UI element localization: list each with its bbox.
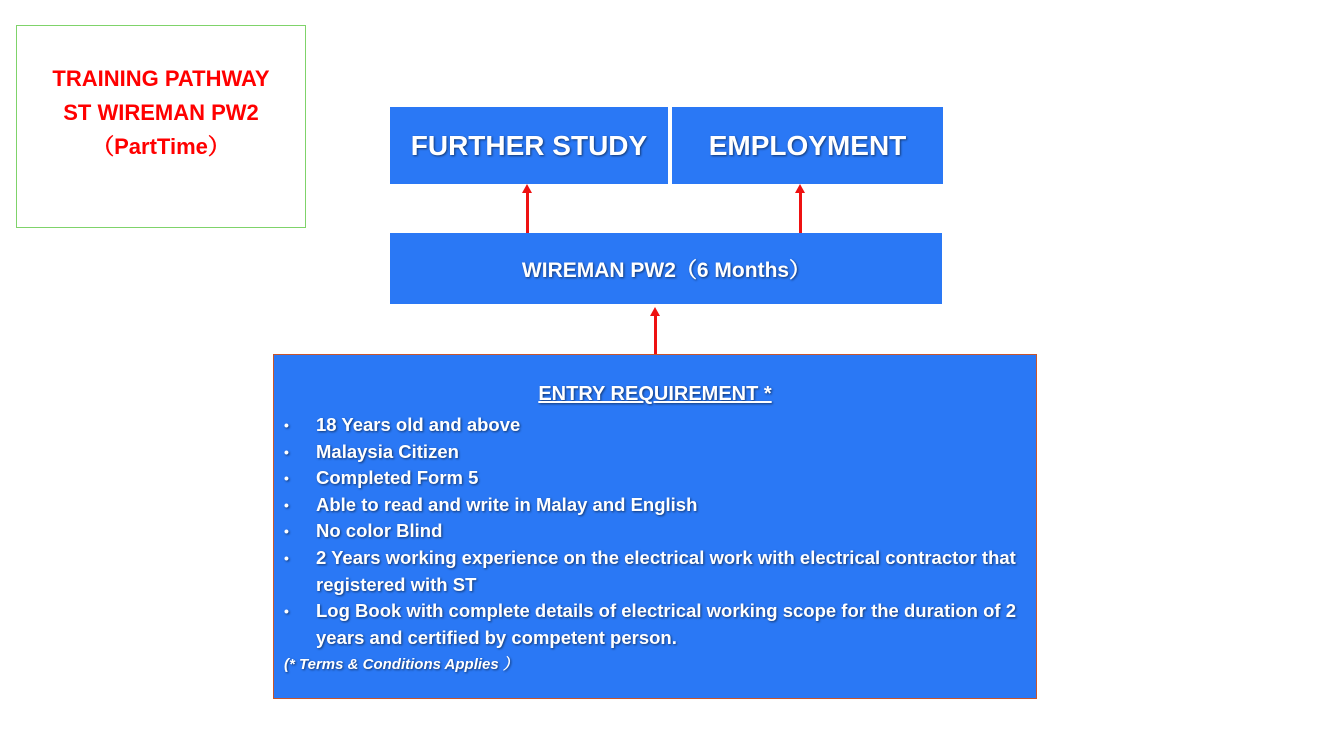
requirement-item: • Malaysia Citizen <box>284 439 1024 466</box>
arrow-to-further-study <box>526 191 529 233</box>
requirement-item: • 18 Years old and above <box>284 412 1024 439</box>
title-line-3: （PartTime） <box>92 133 230 159</box>
requirement-item: • 2 Years working experience on the electrical work with electrical contractor that registered with ST <box>284 546 1016 595</box>
entry-requirement-list <box>284 412 1024 651</box>
requirement-item: • Log Book with complete details of electrical working scope for the duration of 2 years and certified by competent person. <box>284 600 1017 648</box>
employment-label: EMPLOYMENT <box>708 129 907 161</box>
terms-note: (* Terms & Conditions Applies ） <box>284 656 518 673</box>
title-line-1: TRAINING PATHWAY <box>52 65 270 91</box>
bullet-icon: • <box>284 549 289 566</box>
bullet-icon: • <box>284 523 289 540</box>
requirement-item: • No color Blind <box>284 518 1024 545</box>
requirement-item: • Able to read and write in Malay and English <box>284 492 1024 519</box>
further-study-box <box>390 107 668 184</box>
further-study-label: FURTHER STUDY <box>410 129 648 161</box>
wireman-program-label: WIREMAN PW2（6 Months） <box>521 258 811 282</box>
entry-requirement-box <box>273 354 1037 699</box>
bullet-icon: • <box>284 417 289 433</box>
bullet-icon: • <box>284 443 289 460</box>
title-line-2: ST WIREMAN PW2 <box>63 99 259 125</box>
arrow-to-wireman-program <box>654 314 657 355</box>
pathway-title-box <box>16 25 306 228</box>
bullet-icon: • <box>284 470 289 487</box>
arrow-to-employment <box>799 191 802 233</box>
bullet-icon: • <box>284 496 289 513</box>
requirement-item: • Completed Form 5 <box>284 465 1024 492</box>
bullet-icon: • <box>284 603 289 620</box>
wireman-program-box <box>390 233 942 304</box>
entry-requirement-heading: ENTRY REQUIREMENT * <box>538 383 772 405</box>
employment-box <box>672 107 943 184</box>
